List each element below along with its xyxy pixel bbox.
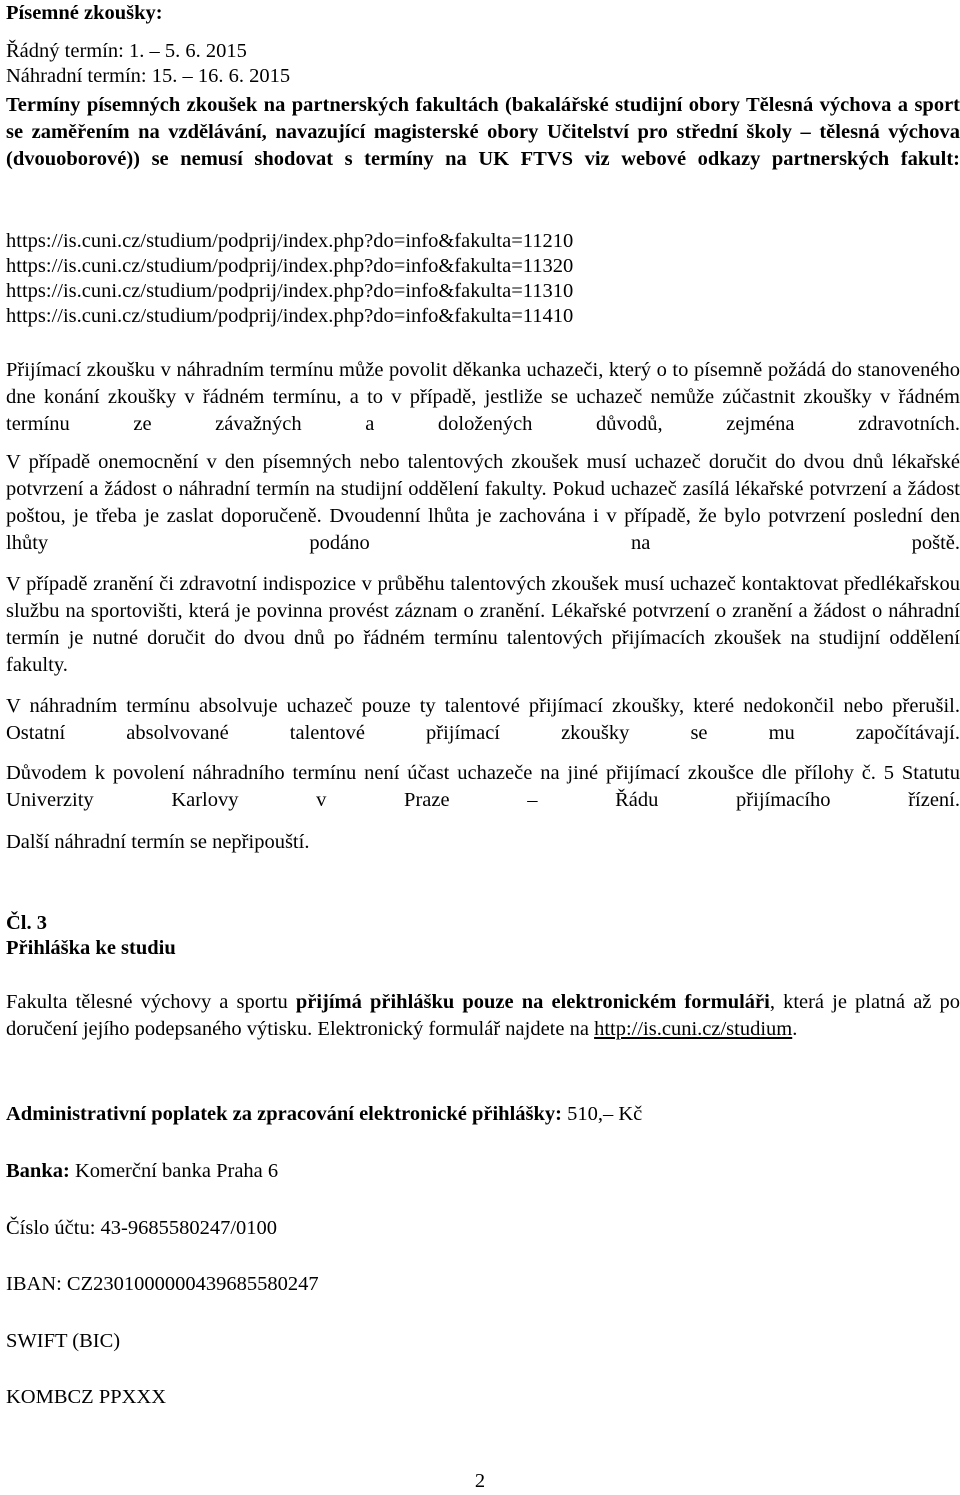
- swift-value: KOMBCZ PPXXX: [6, 1386, 167, 1408]
- fee-value: 510,– Kč: [561, 1103, 643, 1125]
- swift-label: SWIFT (BIC): [6, 1330, 121, 1352]
- fee-line: [6, 1101, 960, 1128]
- paragraph-replacement-permission: Přijímací zkoušku v náhradním termínu může povolit děkanka uchazeči, který o to písemně požádá do stanoveného dne konání zkoušky v řádném termínu, a to v případě, jestliže se uchazeč nemůže zúčastnit zkoušky v řádném termínu ze závažných a doložených důvodů, zejména zdravotních.: [6, 359, 960, 435]
- partner-link[interactable]: https://is.cuni.cz/studium/podprij/index.php?do=info&fakulta=11410: [6, 305, 574, 327]
- paragraph-reason: Důvodem k povolení náhradního termínu není účast uchazeče na jiné přijímací zkoušce dle přílohy č. 5 Statutu Univerzity Karlovy v Praze – Řádu přijímacího řízení.: [6, 762, 960, 811]
- application-text-before: Fakulta tělesné výchovy a sportu: [6, 991, 296, 1013]
- paragraph-injury: V případě zranění či zdravotní indispozice v průběhu talentových zkoušek musí uchazeč kontaktovat předlékařskou službu na sportovišti, která je povinna provést záznam o zranění. Lékařské potvrzení o zranění a žádost o náhradní termín je nutné doručit do dvou dnů po řádném termínu talentových přijímacích zkoušek na studijní oddělení fakulty.: [6, 573, 960, 676]
- partner-link[interactable]: https://is.cuni.cz/studium/podprij/index.php?do=info&fakulta=11310: [6, 280, 574, 302]
- article-title: Přihláška ke studiu: [6, 937, 176, 959]
- application-text-after: , která je platná až po doručení jejího podepsaného výtisku. Elektronický formulář najdete na: [6, 991, 960, 1040]
- bank-label: Banka:: [6, 1160, 70, 1182]
- partner-faculties-note: Termíny písemných zkoušek na partnerských fakultách (bakalářské studijní obory Tělesná výchova a sport se zaměřením na vzdělávání, navazující magisterské obory Učitelství pro střední školy – tělesná výchova (dvouoborové)) se nemusí shodovat s termíny na UK FTVS viz webové odkazy partnerských fakult:: [6, 94, 960, 170]
- bank-line: [6, 1158, 960, 1185]
- application-form-link[interactable]: http://is.cuni.cz/studium: [594, 1018, 793, 1040]
- paragraph-illness: V případě onemocnění v den písemných nebo talentových zkoušek musí uchazeč doručit do dvou dnů lékařské potvrzení a žádost o náhradní termín na studijní oddělení fakulty. Pokud uchazeč zasílá lékařské potvrzení a žádost poštou, je třeba je zaslat doporučeně. Dvoudenní lhůta je zachována i v případě, že bylo potvrzení poslední den lhůty podáno na poště.: [6, 451, 960, 554]
- paragraph-replacement-scope: V náhradním termínu absolvuje uchazeč pouze ty talentové přijímací zkoušky, které nedokončil nebo přerušil. Ostatní absolvované talentové přijímací zkoušky se mu započítávají.: [6, 695, 960, 744]
- regular-term: Řádný termín: 1. – 5. 6. 2015: [6, 40, 247, 62]
- article-number: Čl. 3: [6, 912, 47, 934]
- application-text-bold: přijímá přihlášku pouze na elektronickém formuláři: [295, 991, 770, 1013]
- bank-value: Komerční banka Praha 6: [69, 1160, 279, 1182]
- application-paragraph: [6, 989, 960, 1043]
- application-text-end: .: [792, 1018, 798, 1040]
- replacement-term: Náhradní termín: 15. – 16. 6. 2015: [6, 65, 291, 87]
- fee-label: Administrativní poplatek za zpracování elektronické přihlášky:: [6, 1103, 562, 1125]
- partner-link[interactable]: https://is.cuni.cz/studium/podprij/index.php?do=info&fakulta=11320: [6, 255, 574, 277]
- exams-heading: Písemné zkoušky:: [6, 2, 163, 24]
- partner-link[interactable]: https://is.cuni.cz/studium/podprij/index.php?do=info&fakulta=11210: [6, 230, 574, 252]
- partner-links-list: [6, 228, 960, 330]
- account-number: Číslo účtu: 43-9685580247/0100: [6, 1217, 278, 1239]
- iban: IBAN: CZ2301000000439685580247: [6, 1273, 319, 1295]
- page-number: 2: [474, 1470, 486, 1492]
- paragraph-no-further-term: Další náhradní termín se nepřipouští.: [6, 831, 310, 853]
